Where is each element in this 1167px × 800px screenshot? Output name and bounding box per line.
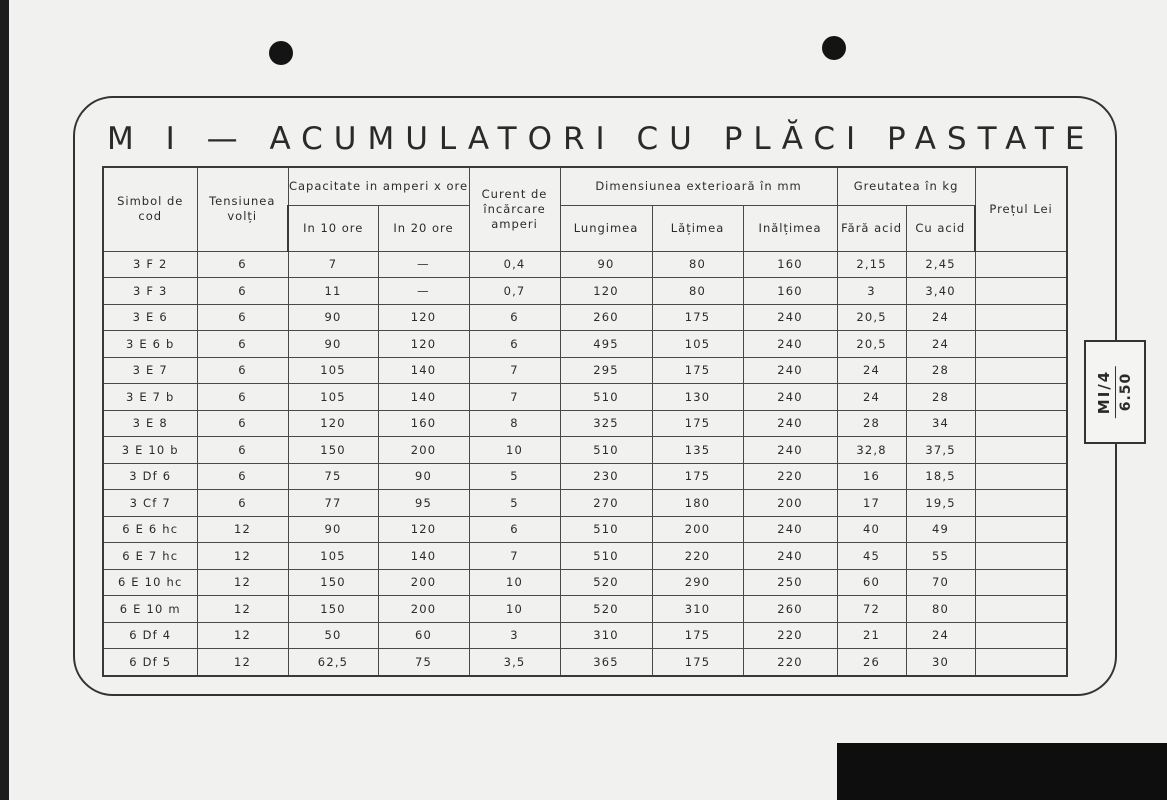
cell-price xyxy=(975,357,1067,384)
cell-height: 240 xyxy=(743,331,837,358)
cell-weight-with-acid: 28 xyxy=(906,357,975,384)
cell-price xyxy=(975,463,1067,490)
cell-price xyxy=(975,516,1067,543)
cell-cap-20h: 140 xyxy=(378,357,469,384)
battery-spec-table xyxy=(102,166,1068,677)
cell-voltage: 12 xyxy=(197,516,288,543)
cell-cap-10h: 75 xyxy=(288,463,378,490)
cell-current: 5 xyxy=(469,490,560,517)
cell-height: 240 xyxy=(743,410,837,437)
cell-weight-no-acid: 21 xyxy=(837,622,906,649)
cell-voltage: 6 xyxy=(197,304,288,331)
header-charging-current: Curent de încărcare amperi xyxy=(469,167,560,251)
punch-hole-right xyxy=(822,36,846,60)
cell-price xyxy=(975,490,1067,517)
cell-symbol: 3 Df 6 xyxy=(103,463,197,490)
cell-symbol: 3 E 10 b xyxy=(103,437,197,464)
cell-cap-20h: 90 xyxy=(378,463,469,490)
cell-cap-10h: 11 xyxy=(288,278,378,305)
cell-cap-20h: 120 xyxy=(378,304,469,331)
table-row xyxy=(103,331,1067,358)
page-title: M I — ACUMULATORI CU PLĂCI PASTATE xyxy=(107,121,1096,157)
cell-cap-10h: 50 xyxy=(288,622,378,649)
cell-current: 7 xyxy=(469,384,560,411)
cell-weight-with-acid: 28 xyxy=(906,384,975,411)
cell-height: 220 xyxy=(743,622,837,649)
cell-current: 3 xyxy=(469,622,560,649)
cell-height: 220 xyxy=(743,463,837,490)
cell-current: 8 xyxy=(469,410,560,437)
table-row xyxy=(103,251,1067,278)
cell-current: 5 xyxy=(469,463,560,490)
cell-cap-10h: 90 xyxy=(288,304,378,331)
cell-voltage: 6 xyxy=(197,490,288,517)
cell-weight-no-acid: 20,5 xyxy=(837,304,906,331)
header-width: Lățimea xyxy=(652,205,743,251)
cell-voltage: 6 xyxy=(197,463,288,490)
cell-length: 325 xyxy=(560,410,652,437)
cell-length: 510 xyxy=(560,437,652,464)
cell-width: 220 xyxy=(652,543,743,570)
cell-current: 10 xyxy=(469,437,560,464)
cell-cap-10h: 62,5 xyxy=(288,649,378,676)
cell-weight-with-acid: 49 xyxy=(906,516,975,543)
cell-width: 175 xyxy=(652,463,743,490)
cell-cap-10h: 7 xyxy=(288,251,378,278)
cell-current: 6 xyxy=(469,331,560,358)
cell-height: 240 xyxy=(743,304,837,331)
cell-weight-with-acid: 70 xyxy=(906,569,975,596)
cell-price xyxy=(975,331,1067,358)
header-capacity: Capacitate in amperi x ore xyxy=(288,167,469,205)
cell-weight-with-acid: 34 xyxy=(906,410,975,437)
cell-weight-with-acid: 2,45 xyxy=(906,251,975,278)
cell-length: 510 xyxy=(560,516,652,543)
cell-symbol: 3 F 3 xyxy=(103,278,197,305)
cell-cap-20h: 120 xyxy=(378,331,469,358)
cell-price xyxy=(975,569,1067,596)
cell-height: 260 xyxy=(743,596,837,623)
cell-height: 240 xyxy=(743,437,837,464)
table-row xyxy=(103,596,1067,623)
cell-length: 310 xyxy=(560,622,652,649)
table-row xyxy=(103,278,1067,305)
cell-price xyxy=(975,437,1067,464)
table-body xyxy=(103,251,1067,676)
header-weight: Greutatea în kg xyxy=(837,167,975,205)
cell-length: 510 xyxy=(560,543,652,570)
cell-voltage: 6 xyxy=(197,278,288,305)
cell-weight-with-acid: 3,40 xyxy=(906,278,975,305)
cell-height: 160 xyxy=(743,278,837,305)
header-symbol: Simbol de cod xyxy=(103,167,197,251)
header-price: Prețul Lei xyxy=(975,167,1067,251)
cell-voltage: 6 xyxy=(197,437,288,464)
cell-price xyxy=(975,543,1067,570)
cell-weight-no-acid: 16 xyxy=(837,463,906,490)
table-row xyxy=(103,357,1067,384)
cell-width: 135 xyxy=(652,437,743,464)
cell-cap-10h: 105 xyxy=(288,543,378,570)
cell-voltage: 12 xyxy=(197,596,288,623)
cell-width: 180 xyxy=(652,490,743,517)
cell-symbol: 6 Df 5 xyxy=(103,649,197,676)
index-tab-label xyxy=(1096,366,1134,418)
cell-width: 175 xyxy=(652,304,743,331)
cell-height: 240 xyxy=(743,384,837,411)
cell-current: 7 xyxy=(469,543,560,570)
cell-voltage: 6 xyxy=(197,251,288,278)
cell-width: 175 xyxy=(652,410,743,437)
cell-cap-20h: 75 xyxy=(378,649,469,676)
cell-weight-no-acid: 24 xyxy=(837,357,906,384)
cell-symbol: 3 F 2 xyxy=(103,251,197,278)
table-row xyxy=(103,384,1067,411)
cell-weight-with-acid: 24 xyxy=(906,622,975,649)
table-row xyxy=(103,516,1067,543)
cell-price xyxy=(975,304,1067,331)
table-row xyxy=(103,490,1067,517)
index-tab-code: MI/4 xyxy=(1096,366,1116,418)
cell-weight-no-acid: 20,5 xyxy=(837,331,906,358)
cell-cap-20h: 120 xyxy=(378,516,469,543)
cell-height: 240 xyxy=(743,357,837,384)
table-row xyxy=(103,437,1067,464)
cell-voltage: 12 xyxy=(197,649,288,676)
cell-current: 3,5 xyxy=(469,649,560,676)
cell-length: 520 xyxy=(560,596,652,623)
cell-width: 105 xyxy=(652,331,743,358)
cell-width: 175 xyxy=(652,622,743,649)
cell-weight-no-acid: 28 xyxy=(837,410,906,437)
table-row xyxy=(103,543,1067,570)
cell-current: 0,7 xyxy=(469,278,560,305)
cell-current: 10 xyxy=(469,569,560,596)
cell-symbol: 3 E 7 b xyxy=(103,384,197,411)
cell-symbol: 6 E 6 hc xyxy=(103,516,197,543)
cell-width: 175 xyxy=(652,357,743,384)
cell-weight-with-acid: 24 xyxy=(906,304,975,331)
cell-voltage: 6 xyxy=(197,410,288,437)
cell-weight-with-acid: 80 xyxy=(906,596,975,623)
cell-symbol: 3 E 7 xyxy=(103,357,197,384)
cell-width: 80 xyxy=(652,278,743,305)
header-length: Lungimea xyxy=(560,205,652,251)
cell-price xyxy=(975,410,1067,437)
cell-width: 80 xyxy=(652,251,743,278)
table-row xyxy=(103,410,1067,437)
cell-weight-with-acid: 24 xyxy=(906,331,975,358)
table-row xyxy=(103,622,1067,649)
cell-voltage: 12 xyxy=(197,543,288,570)
header-dimensions: Dimensiunea exterioară în mm xyxy=(560,167,837,205)
cell-cap-10h: 77 xyxy=(288,490,378,517)
cell-width: 130 xyxy=(652,384,743,411)
cell-symbol: 6 Df 4 xyxy=(103,622,197,649)
cell-symbol: 6 E 10 hc xyxy=(103,569,197,596)
cell-symbol: 6 E 7 hc xyxy=(103,543,197,570)
cell-symbol: 3 E 6 xyxy=(103,304,197,331)
header-cap-10h: In 10 ore xyxy=(288,205,378,251)
cell-cap-10h: 150 xyxy=(288,437,378,464)
cell-weight-with-acid: 18,5 xyxy=(906,463,975,490)
cell-current: 10 xyxy=(469,596,560,623)
punch-hole-left xyxy=(269,41,293,65)
cell-length: 510 xyxy=(560,384,652,411)
cell-cap-20h: — xyxy=(378,278,469,305)
cell-weight-no-acid: 45 xyxy=(837,543,906,570)
cell-cap-10h: 90 xyxy=(288,331,378,358)
cell-width: 175 xyxy=(652,649,743,676)
cell-voltage: 6 xyxy=(197,331,288,358)
cell-current: 6 xyxy=(469,516,560,543)
cell-symbol: 3 E 6 b xyxy=(103,331,197,358)
cell-price xyxy=(975,251,1067,278)
cell-weight-no-acid: 60 xyxy=(837,569,906,596)
cell-price xyxy=(975,384,1067,411)
cell-symbol: 6 E 10 m xyxy=(103,596,197,623)
cell-cap-10h: 90 xyxy=(288,516,378,543)
cell-weight-with-acid: 30 xyxy=(906,649,975,676)
cell-voltage: 12 xyxy=(197,622,288,649)
cell-cap-10h: 120 xyxy=(288,410,378,437)
table-row xyxy=(103,569,1067,596)
cell-height: 250 xyxy=(743,569,837,596)
cell-weight-no-acid: 26 xyxy=(837,649,906,676)
cell-cap-20h: 140 xyxy=(378,384,469,411)
cell-weight-with-acid: 55 xyxy=(906,543,975,570)
cell-cap-20h: 95 xyxy=(378,490,469,517)
cell-length: 520 xyxy=(560,569,652,596)
cell-voltage: 6 xyxy=(197,357,288,384)
cell-cap-20h: — xyxy=(378,251,469,278)
cell-length: 365 xyxy=(560,649,652,676)
cell-price xyxy=(975,622,1067,649)
cell-cap-20h: 200 xyxy=(378,437,469,464)
table-row xyxy=(103,304,1067,331)
cell-weight-with-acid: 37,5 xyxy=(906,437,975,464)
cell-length: 295 xyxy=(560,357,652,384)
cell-weight-no-acid: 32,8 xyxy=(837,437,906,464)
cell-cap-20h: 140 xyxy=(378,543,469,570)
cell-voltage: 12 xyxy=(197,569,288,596)
cell-weight-no-acid: 3 xyxy=(837,278,906,305)
cell-height: 200 xyxy=(743,490,837,517)
cell-weight-no-acid: 40 xyxy=(837,516,906,543)
header-cap-20h: In 20 ore xyxy=(378,205,469,251)
cell-height: 160 xyxy=(743,251,837,278)
cell-length: 120 xyxy=(560,278,652,305)
index-tab-price: 6.50 xyxy=(1118,372,1134,412)
cell-cap-20h: 160 xyxy=(378,410,469,437)
cell-cap-20h: 200 xyxy=(378,596,469,623)
table-row xyxy=(103,463,1067,490)
header-weight-with-acid: Cu acid xyxy=(906,205,975,251)
cell-price xyxy=(975,596,1067,623)
cell-height: 240 xyxy=(743,543,837,570)
cell-price xyxy=(975,278,1067,305)
cell-current: 7 xyxy=(469,357,560,384)
index-tab xyxy=(1084,340,1146,444)
cell-height: 220 xyxy=(743,649,837,676)
cell-current: 6 xyxy=(469,304,560,331)
cell-length: 495 xyxy=(560,331,652,358)
cell-length: 260 xyxy=(560,304,652,331)
cell-length: 230 xyxy=(560,463,652,490)
cell-height: 240 xyxy=(743,516,837,543)
cell-price xyxy=(975,649,1067,676)
cell-cap-10h: 150 xyxy=(288,569,378,596)
cell-voltage: 6 xyxy=(197,384,288,411)
cell-cap-20h: 200 xyxy=(378,569,469,596)
cell-weight-no-acid: 72 xyxy=(837,596,906,623)
cell-symbol: 3 E 8 xyxy=(103,410,197,437)
cell-weight-no-acid: 2,15 xyxy=(837,251,906,278)
cell-cap-10h: 105 xyxy=(288,357,378,384)
cell-width: 310 xyxy=(652,596,743,623)
cell-weight-no-acid: 17 xyxy=(837,490,906,517)
cell-weight-no-acid: 24 xyxy=(837,384,906,411)
cell-current: 0,4 xyxy=(469,251,560,278)
cell-width: 290 xyxy=(652,569,743,596)
cell-cap-10h: 105 xyxy=(288,384,378,411)
cell-symbol: 3 Cf 7 xyxy=(103,490,197,517)
cell-weight-with-acid: 19,5 xyxy=(906,490,975,517)
cell-length: 90 xyxy=(560,251,652,278)
background-edge xyxy=(837,743,1167,800)
cell-length: 270 xyxy=(560,490,652,517)
header-voltage: Tensiunea volți xyxy=(197,167,288,251)
header-height: Inălțimea xyxy=(743,205,837,251)
cell-width: 200 xyxy=(652,516,743,543)
table-row xyxy=(103,649,1067,676)
cell-cap-10h: 150 xyxy=(288,596,378,623)
cell-cap-20h: 60 xyxy=(378,622,469,649)
header-weight-no-acid: Fără acid xyxy=(837,205,906,251)
